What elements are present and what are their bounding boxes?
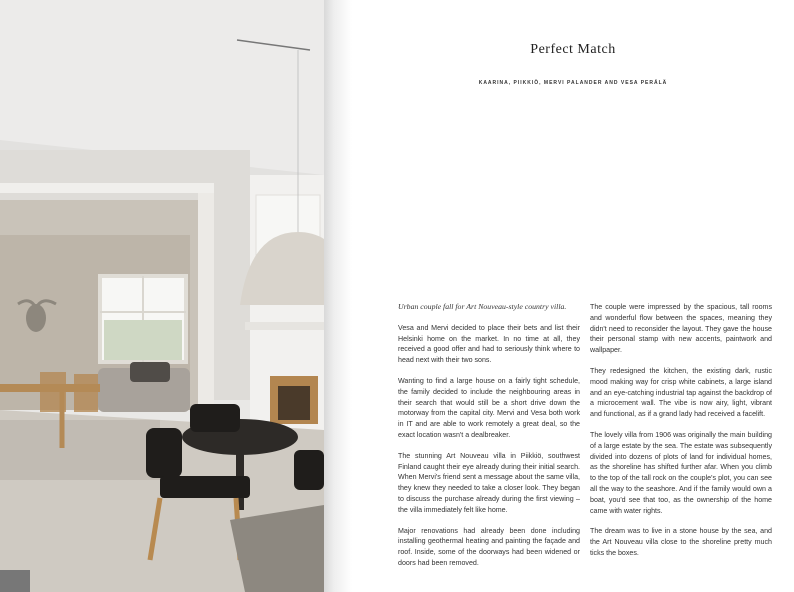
article-lead: Urban couple fall for Art Nouveau-style country villa. (398, 302, 567, 311)
article-column-left (398, 302, 580, 579)
dining-room-photo (0, 0, 324, 592)
article-page (352, 0, 794, 592)
article-column-right (590, 302, 772, 569)
paragraph: The stunning Art Nouveau villa in Piikkiö, southwest Finland caught their eye already during their initial search. When Mervi's friend sent a message about the same villa, they knew they needed to take a closer look. They began to discuss the purchase already during the first viewing – the villa immediately felt like home. (398, 451, 580, 514)
article-byline: KAARINA, PIIKKIÖ, MERVI PALANDER AND VESA PERÄLÄ (478, 80, 668, 86)
article-title: Perfect Match (530, 42, 616, 57)
paragraph: Vesa and Mervi decided to place their bets and list their Helsinki home on the market. In no time at all, they received a good offer and had to seriously think where to head next with their two sons. (398, 323, 580, 365)
paragraph: The dream was to live in a stone house by the sea, and the Art Nouveau villa close to the shoreline pretty much ticks the boxes. (590, 527, 772, 557)
paragraph: The couple were impressed by the spacious, tall rooms and wonderful flow between the spaces, meaning they didn't need to reconsider the layout. They gave the house their personal stamp with new accents, paintwork and wallpaper. (590, 303, 772, 355)
page-gutter (324, 0, 352, 592)
paragraph: Major renovations had already been done including installing geothermal heating and painting the façade and roof. Inside, some of the doorways had been widened or doors had been removed. (398, 526, 580, 567)
paragraph: The lovely villa from 1906 was originally the main building of a large estate by the sea. The estate was subsequently divided into dozens of plots of land for individual homes, as the shoreline has shifted further afar. When you climb to the top of the tall rock on the couple's plot, you can see all the way to the seashore. And if the family would own a boat, you'd see that too, as the ownership of the home came with water rights. (590, 430, 772, 515)
paragraph: They redesigned the kitchen, the existing dark, rustic mood making way for crisp white cabinets, a large island and an eye-catching industrial tap against the backdrop of a microcement wall. The vibe is now airy, light, vibrant and functional, as if a grand lady had received a facelift. (590, 366, 772, 419)
paragraph: Wanting to find a large house on a fairly tight schedule, the family decided to include the neighbouring areas in their search that would still be a short drive down the motorway from the capital city. Mervi and Vesa both work in IT and are able to work remotely a great deal, so the exact location wasn't a dealbreaker. (398, 376, 580, 439)
interior-photo (0, 0, 324, 592)
